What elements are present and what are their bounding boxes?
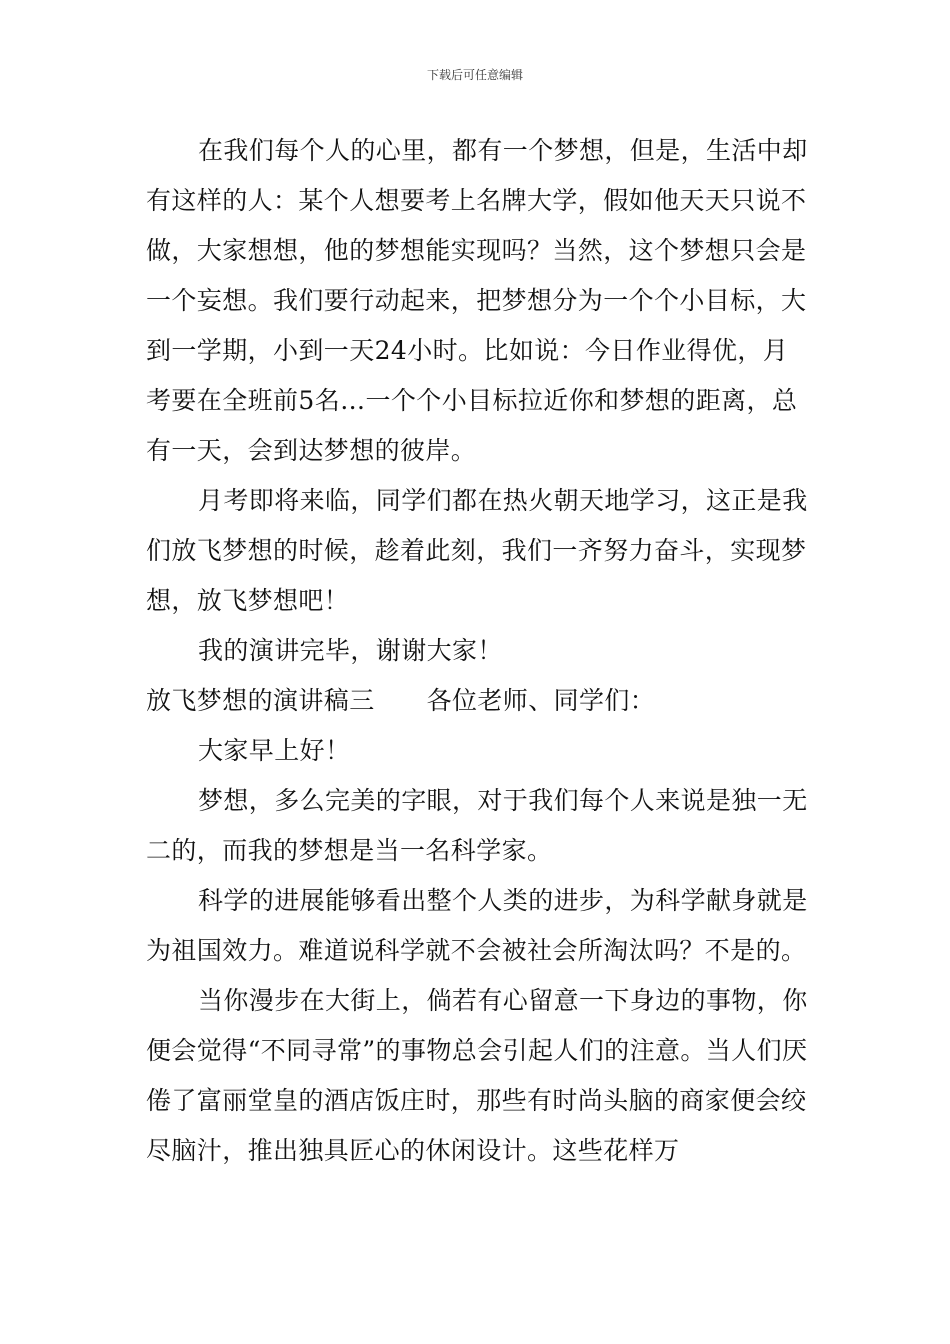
speech-heading-line bbox=[146, 676, 808, 726]
paragraph-street-walk: 当你漫步在大街上，倘若有心留意一下身边的事物，你便会觉得“不同寻常”的事物总会引起人们的注意。当人们厌倦了富丽堂皇的酒店饭庄时，那些有时尚头脑的商家便会绞尽脑汁，推出独具匠心的休闲设计。这些花样万 bbox=[146, 986, 808, 1165]
paragraph-greeting: 大家早上好！ bbox=[198, 736, 351, 765]
salutation: 各位老师、同学们： bbox=[426, 686, 656, 715]
paragraph-scientist-dream: 梦想，多么完美的字眼，对于我们每个人来说是独一无二的，而我的梦想是当一名科学家。 bbox=[146, 786, 808, 865]
paragraph-dream-intro: 在我们每个人的心里，都有一个梦想，但是，生活中却有这样的人：某个人想要考上名牌大学，假如他天天只说不做，大家想想，他的梦想能实现吗？当然，这个梦想只会是一个妄想。我们要行动起来，把梦想分为一个个小目标，大到一学期，小到一天24小时。比如说：今日作业得优，月考要在全班前5名…一个个小目标拉近你和梦想的距离，总有一天，会到达梦想的彼岸。 bbox=[146, 136, 808, 465]
paragraph-closing: 我的演讲完毕，谢谢大家！ bbox=[198, 636, 503, 665]
page-header: 下载后可任意编辑 bbox=[426, 68, 523, 82]
section-title: 放飞梦想的演讲稿三 bbox=[146, 686, 375, 715]
paragraph-science-progress: 科学的进展能够看出整个人类的进步，为科学献身就是为祖国效力。难道说科学就不会被社会所淘汰吗？不是的。 bbox=[146, 886, 808, 965]
paragraph-monthly-exam: 月考即将来临，同学们都在热火朝天地学习，这正是我们放飞梦想的时候，趁着此刻，我们一齐努力奋斗，实现梦想，放飞梦想吧！ bbox=[146, 486, 808, 615]
document-body bbox=[146, 126, 808, 1176]
